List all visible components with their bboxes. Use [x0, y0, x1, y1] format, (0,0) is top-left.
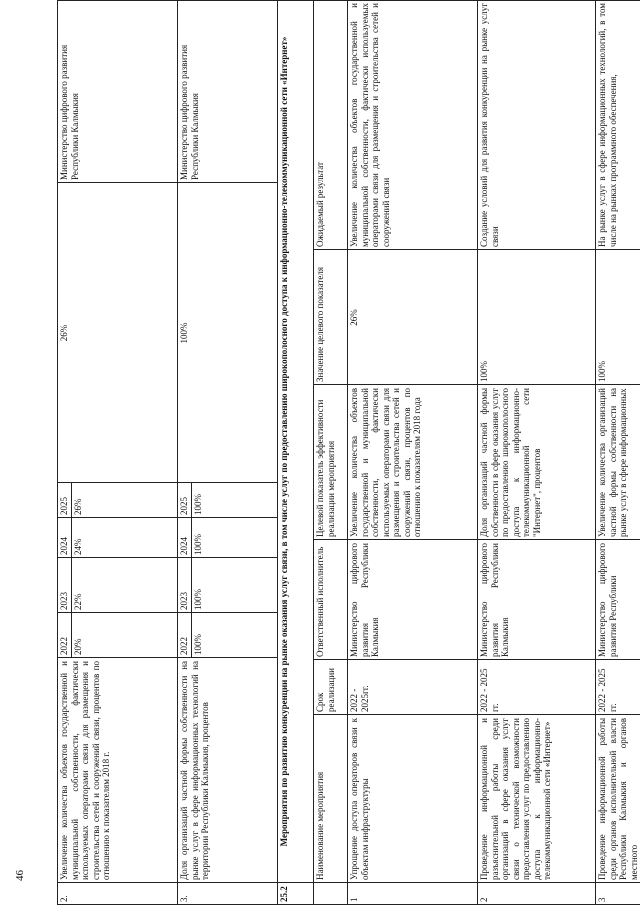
activity-indicator: Увеличение количества объектов государственной и муниципальной собственности, фактически используемых операторами связи для размещения и строительства сетей и сооружений связи, процентов по отношению к показателям 2018 года	[349, 388, 422, 537]
year-value: 22%	[73, 593, 83, 610]
activity-executor: Министерство цифрового развития Республики Калмыкия	[349, 543, 380, 657]
header-num	[313, 883, 347, 905]
activity-indicator: Доля организаций частной формы собственности в сфере оказания услуг по предоставлению широкополосного доступа к информационно-телекоммуникационной сети "Интернет", процентов	[479, 388, 542, 537]
table-rule	[177, 0, 178, 905]
activity-indicator: Увеличение количества организаций частной формы собственности на рынке услуг в сфере информационных	[597, 388, 628, 537]
table-rule	[347, 0, 348, 905]
table-rule	[57, 657, 277, 658]
activity-name: Упрощение доступа операторов связи к объектам инфраструктуры	[349, 718, 370, 880]
table-rule	[57, 0, 640, 1]
table-rule	[57, 182, 277, 183]
section-number: 25.2	[279, 886, 289, 902]
executor: Министерство цифрового развития Республики Калмыкия	[179, 44, 200, 180]
indicator-text: Доля организаций частной формы собственности на рынке услуг в сфере информационных технологий на территории Республики Калмыкия, процентов	[179, 661, 210, 880]
year-header: 2023	[59, 592, 69, 610]
year-header: 2024	[59, 537, 69, 555]
activity-term: 2022 - 2025 гг.	[597, 668, 618, 712]
table-rule	[477, 0, 478, 905]
year-header: 2022	[179, 637, 189, 655]
activity-executor: Министерство цифрового развития Республики	[597, 543, 618, 657]
activity-number: 3	[597, 897, 607, 902]
header-result: Ожидаемый результат	[315, 162, 325, 247]
activity-value: 26%	[349, 309, 359, 326]
table-rule	[313, 384, 640, 385]
table-rule	[57, 612, 277, 613]
activity-name: Проведение информационной и разъяснительной работы среди организаций в сфере оказания услуг связи о технической возможности предоставления услуг по предоставлению доступа к информационно-телекоммуникационной сети «Интернет»	[479, 718, 552, 880]
year-header: 2022	[59, 637, 69, 655]
activity-result: Увеличение количества объектов государственной и муниципальной собственности, фактически используемых операторами связи для размещения и строительства сетей и сооружений связи	[349, 3, 391, 247]
year-header: 2025	[59, 497, 69, 515]
year-value: 100%	[193, 494, 203, 515]
header-indicator: Целевой показатель эффективности реализации мероприятия	[315, 399, 336, 537]
header-executor: Ответственный исполнитель	[315, 546, 325, 657]
activity-name: Проведение информационной работы среди органов исполнительной власти Республики Калмыкия и органов местного	[597, 718, 639, 880]
header-name: Наименование мероприятия	[315, 771, 325, 880]
executor: Министерство цифрового развития Республики Калмыкия	[59, 44, 80, 180]
table-rule	[57, 0, 58, 905]
table-rule	[277, 0, 278, 905]
year-header: 2023	[179, 592, 189, 610]
activity-value: 100%	[479, 361, 489, 382]
row-number: 3.	[179, 895, 189, 902]
table-rule	[71, 483, 72, 658]
table-rule	[595, 0, 596, 905]
header-value: Значение целевого показателя	[315, 267, 325, 382]
year-header: 2025	[179, 497, 189, 515]
year-header: 2024	[179, 537, 189, 555]
year-value: 100%	[193, 589, 203, 610]
activity-term: 2022 - 2025гг.	[349, 685, 370, 712]
page-number: 46	[14, 870, 26, 881]
activity-result: Создание условий для развития конкуренции на рынке услуг связи	[479, 3, 500, 247]
row-number: 2.	[59, 895, 69, 902]
year-value: 100%	[193, 634, 203, 655]
activity-executor: Министерство цифрового развития Республики Калмыкия	[479, 543, 510, 657]
header-term: Срок реализации	[315, 668, 336, 712]
year-value: 26%	[73, 498, 83, 515]
section-title: Мероприятия по развитию конкуренции на рынке оказания услуг связи, в том числе услуг по предоставлению широкополосного доступа к информационно-телекоммуникационной сети «Интернет»	[279, 36, 289, 847]
activity-number: 2	[479, 897, 489, 902]
activity-result: На рынке услуг в сфере информационных технологий, в том числе на рынках программного обеспечения,	[597, 3, 618, 247]
table-rule	[313, 249, 640, 250]
target-value: 100%	[179, 322, 189, 344]
year-value: 24%	[73, 538, 83, 555]
activity-number: 1	[349, 897, 359, 902]
indicator-text: Увеличение количества объектов государственной и муниципальной собственности, фактически используемых операторами связи для размещения и строительства сетей и сооружений связи, процентов по отношению к показателям 2018 г.	[59, 661, 111, 880]
table-rule	[191, 483, 192, 658]
table-rule	[57, 557, 277, 558]
year-value: 20%	[73, 638, 83, 655]
activity-value: 100%	[597, 361, 607, 382]
table-rule	[57, 517, 277, 518]
target-value: 26%	[59, 324, 69, 342]
table-rule	[57, 482, 277, 483]
table-rule	[313, 659, 640, 660]
table-rule	[57, 882, 640, 883]
year-value: 100%	[193, 534, 203, 555]
activity-term: 2022 - 2025 гг.	[479, 668, 500, 712]
table-rule	[313, 0, 314, 905]
table-rule	[313, 539, 640, 540]
table-rule	[313, 714, 640, 715]
